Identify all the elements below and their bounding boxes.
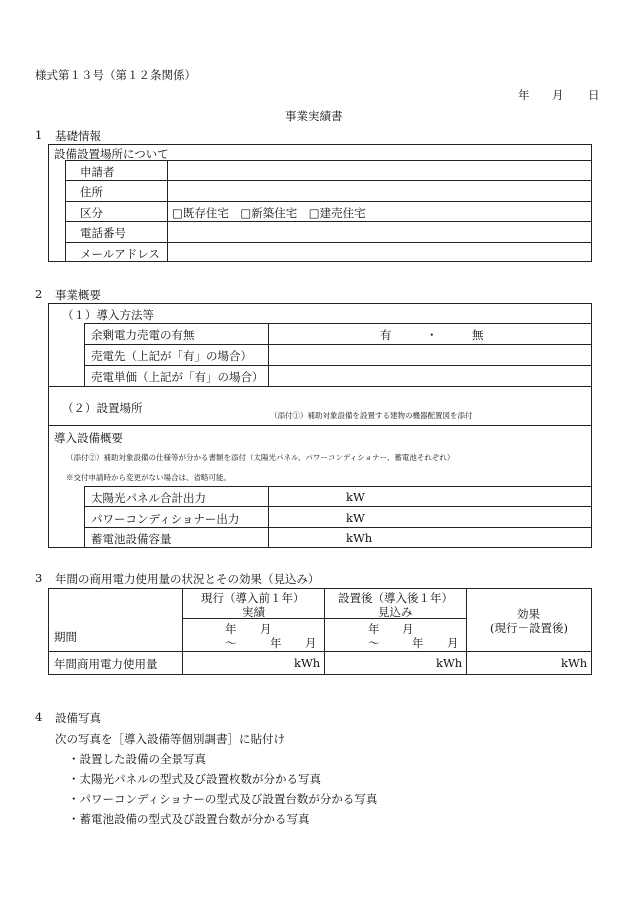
current-usage-unit: kWh: [294, 656, 321, 670]
photo-intro: 次の写真を［導入設備等個別調書］に貼付け: [55, 732, 285, 746]
divider: [84, 527, 592, 528]
divider: [65, 221, 592, 222]
current-start-month[interactable]: 月: [260, 622, 272, 636]
form-number: 様式第１３号（第１２条関係）: [35, 68, 196, 82]
pv-output-unit: kW: [346, 490, 365, 504]
battery-capacity-label: 蓄電池設備容量: [91, 532, 172, 546]
section2-heading: 事業概要: [55, 288, 101, 302]
current-start-year[interactable]: 年: [225, 622, 237, 636]
divider: [84, 323, 85, 386]
divider: [182, 588, 183, 675]
divider: [48, 651, 592, 652]
photo-item: ・パワーコンディショナーの型式及び設置台数が分かる写真: [68, 792, 378, 806]
document-title: 事業実績書: [285, 109, 343, 123]
current-end-year[interactable]: 年: [270, 636, 282, 650]
category-options[interactable]: □既存住宅 □新築住宅 □建売住宅: [172, 206, 366, 220]
sub1-title: （１）導入方法等: [62, 308, 154, 322]
annual-usage-label: 年間商用電力使用量: [54, 657, 158, 671]
current-header-line1: 現行（導入前１年）: [201, 591, 305, 605]
surplus-sale-choice[interactable]: 有 ・ 無: [380, 328, 484, 342]
photo-item: ・太陽光パネルの型式及び設置枚数が分かる写真: [68, 772, 321, 786]
after-tilde: ～: [368, 636, 380, 650]
surplus-sale-label: 余剰電力売電の有無: [91, 328, 195, 342]
date-day: 日: [588, 88, 600, 102]
effect-header-line2: (現行－設置後): [490, 621, 568, 635]
divider: [84, 344, 592, 345]
effect-usage-unit: kWh: [561, 656, 588, 670]
after-header-line2: 見込み: [378, 605, 413, 619]
section4-heading: 設備写真: [55, 711, 101, 725]
current-header-line2: 実績: [242, 605, 265, 619]
date-year: 年: [518, 88, 530, 102]
pv-output-label: 太陽光パネル合計出力: [91, 491, 206, 505]
section3-heading: 年間の商用電力使用量の状況とその効果（見込み）: [55, 572, 320, 586]
battery-capacity-unit: kWh: [346, 531, 373, 545]
section1-number: 1: [35, 128, 43, 142]
applicant-label: 申請者: [80, 165, 115, 179]
equipment-overview-title: 導入設備概要: [54, 431, 123, 445]
divider: [48, 425, 592, 426]
section2-number: 2: [35, 287, 43, 301]
divider: [268, 486, 269, 548]
divider: [84, 506, 592, 507]
divider: [182, 618, 466, 619]
current-end-month[interactable]: 月: [305, 636, 317, 650]
after-start-year[interactable]: 年: [368, 622, 380, 636]
section3-number: 3: [35, 571, 43, 585]
address-label: 住所: [80, 185, 103, 199]
omission-note: ※交付申請時から変更がない場合は、省略可能。: [66, 473, 231, 482]
after-end-year[interactable]: 年: [412, 636, 424, 650]
category-label: 区分: [80, 206, 103, 220]
photo-item: ・設置した設備の全景写真: [68, 752, 206, 766]
divider: [65, 160, 66, 262]
email-label: メールアドレス: [80, 247, 160, 261]
photo-item: ・蓄電池設備の型式及び設置台数が分かる写真: [68, 812, 310, 826]
location-box-title: 設備設置場所について: [54, 147, 169, 161]
sale-destination-label: 売電先（上記が「有」の場合）: [91, 349, 252, 363]
sale-price-label: 売電単価（上記が「有」の場合）: [91, 370, 264, 384]
after-header-line1: 設置後（導入後１年）: [338, 591, 453, 605]
period-label: 期間: [54, 630, 77, 644]
divider: [65, 180, 592, 181]
after-usage-unit: kWh: [436, 656, 463, 670]
divider: [268, 323, 269, 386]
phone-label: 電話番号: [80, 226, 126, 240]
divider: [65, 160, 592, 161]
after-end-month[interactable]: 月: [447, 636, 459, 650]
current-tilde: ～: [225, 636, 237, 650]
divider: [84, 365, 592, 366]
divider: [48, 386, 592, 387]
date-month: 月: [552, 88, 564, 102]
pcs-output-unit: kW: [346, 511, 365, 525]
divider: [84, 323, 592, 324]
divider: [466, 588, 467, 675]
divider: [324, 588, 325, 675]
section1-heading: 基礎情報: [55, 129, 101, 143]
sub2-title: （２）設置場所: [62, 401, 143, 415]
section4-number: 4: [35, 710, 43, 724]
divider: [65, 242, 592, 243]
pcs-output-label: パワーコンディショナー出力: [91, 512, 240, 526]
attachment2-note: （添付②）補助対象設備の仕様等が分かる書類を添付（太陽光パネル、パワーコンディショナー、蓄電池それぞれ）: [66, 453, 455, 462]
after-start-month[interactable]: 月: [402, 622, 414, 636]
attachment1-note: （添付①）補助対象設備を設置する建物の機器配置図を添付: [270, 411, 473, 420]
effect-header-line1: 効果: [517, 607, 540, 621]
divider: [167, 160, 168, 262]
divider: [65, 201, 592, 202]
